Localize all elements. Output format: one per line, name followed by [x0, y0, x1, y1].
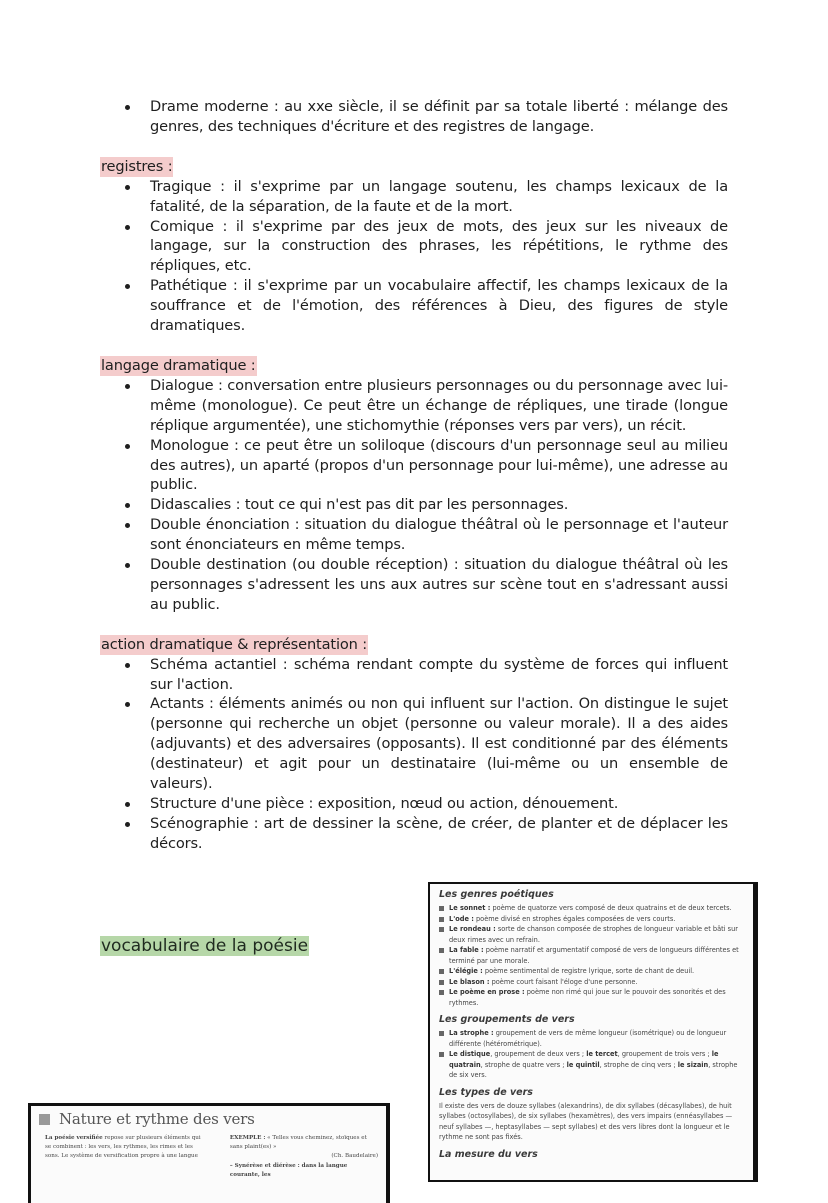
list-item [439, 1028, 745, 1049]
term: Le poème en prose : [449, 988, 525, 996]
list-item: Comique : il s'exprime par des jeux de mots, des jeux sur les niveaux de langage, sur la construction des phrases, les répétitions, le rythme des répliques, etc. [150, 217, 728, 275]
list-item: Actants : éléments animés ou non qui influent sur l'action. On distingue le sujet (personne qui recherche un objet (personne ou valeur morale). Il a des aides (adjuvants) et des adversaires (opposants). Il est conditionné par des éléments (destinateur) et agit pour un destinataire (lui-même ou un ensemble de valeurs). [150, 695, 728, 793]
definition: , groupement de trois vers ; [617, 1050, 712, 1058]
definition: sorte de chanson composée de strophes de longueur variable et bâti sur deux rimes avec un refrain. [449, 925, 738, 944]
list-item: Scénographie : art de dessiner la scène, de créer, de planter et de déplacer les décors. [150, 814, 728, 852]
definition: poème court faisant l'éloge d'une personne. [489, 977, 638, 986]
list-item: Monologue : ce peut être un soliloque (discours d'un personnage seul au milieu des autres), un aparté (propos d'un personnage pour lui-même), une adresse au public. [150, 436, 728, 494]
list-item: Structure d'une pièce : exposition, nœud ou action, dénouement. [150, 794, 728, 814]
term: Le blason : [449, 977, 490, 986]
excerpt-right-column [230, 1134, 378, 1180]
definition: poème narratif et argumentatif composé de vers de longueurs différentes et terminé par une morale. [449, 946, 739, 965]
list-item: Pathétique : il s'exprime par un vocabulaire affectif, les champs lexicaux de la souffrance et de l'émotion, des références à Dieu, des figures de style dramatiques. [150, 277, 728, 335]
list-item [439, 977, 745, 988]
definition: , groupement de deux vers ; [490, 1050, 587, 1058]
definition: , strophe de cinq vers ; [599, 1060, 678, 1069]
groupements-list [439, 1028, 745, 1081]
section-action-dramatique [100, 635, 728, 854]
excerpt-left-column [45, 1134, 208, 1180]
list-item: Double destination (ou double réception) : situation du dialogue théâtral où les personnages s'adressent les uns aux autres sur scène tout en s'adressant aussi au public. [150, 556, 728, 613]
excerpt-columns [31, 1128, 386, 1180]
section-heading: registres : [101, 157, 173, 175]
intro-section [100, 97, 728, 137]
term: L'élégie : [449, 967, 483, 975]
next-line: – Synérèse et diérèse : dans la langue courante, les [229, 1162, 348, 1178]
excerpt-heading: Les groupements de vers [439, 1014, 575, 1025]
list-item: Dialogue : conversation entre plusieurs personnages ou du personnage avec lui-même (monologue). Ce peut être un échange de répliques, une tirade (longue réplique argumentée), une stichomythie (réponses vers par vers), un récit. [150, 376, 728, 434]
definition: groupement de vers de même longueur (isométrique) ou de longueur différente (hétérométrique). [449, 1029, 727, 1048]
term: le quatrain [449, 1050, 719, 1069]
langage-list [100, 376, 728, 615]
definition: poème de quatorze vers composé de deux quatrains et de deux tercets. [490, 904, 732, 912]
list-item: Didascalies : tout ce qui n'est pas dit par les personnages. [150, 495, 728, 515]
term: La poésie versifiée [45, 1135, 103, 1141]
list-item [439, 903, 745, 914]
list-item: Schéma actantiel : schéma rendant compte du système de forces qui influent sur l'action. [150, 655, 728, 693]
list-item: Tragique : il s'exprime par un langage soutenu, les champs lexicaux de la fatalité, de la séparation, de la faute et de la mort. [150, 177, 728, 215]
term: Le distique [449, 1050, 491, 1058]
excerpt-paragraph: Il existe des vers de douze syllabes (alexandrins), de dix syllabes (décasyllabes), de huit syllabes (octosyllabes), de six syllabes (hexamètres), des vers impairs (ennéasyllabes — neuf syllabes —, heptasyllabes — sept syllabes) et des vers libres dont la longueur et le rythme ne sont pas fixés. [439, 1101, 733, 1141]
term: L'ode : [449, 914, 474, 923]
scanned-excerpt-poetry-genres [428, 882, 758, 1182]
section-registres [100, 157, 728, 336]
paragraph: repose sur plusieurs éléments qui se combinent : les vers, les rythmes, les rimes et les sons. Le système de versification propre à une langue [45, 1135, 201, 1160]
poesie-heading: vocabulaire de la poésie [101, 936, 309, 956]
definition: poème divisé en strophes égales composées de vers courts. [473, 914, 676, 923]
list-item [439, 924, 745, 945]
example-quote: « Tellеs vous cheminez, stoïques et sans plaint(es) » [229, 1135, 367, 1151]
definition: , strophe de quatre vers ; [480, 1060, 567, 1069]
action-list [100, 655, 728, 854]
term: Le rondeau : [449, 925, 496, 933]
intro-list [100, 97, 728, 137]
list-item [439, 987, 745, 1008]
example-label: EXEMPLE : [229, 1135, 266, 1141]
excerpt-heading: Les types de vers [439, 1086, 533, 1098]
example-author: (Ch. Baudelaire) [331, 1153, 378, 1160]
list-item: Double énonciation : situation du dialogue théâtral où le personnage et l'auteur sont énonciateurs en même temps. [150, 516, 728, 554]
list-item [439, 1049, 745, 1081]
scanned-excerpt-versification [28, 1103, 390, 1203]
course-notes [100, 97, 728, 874]
square-bullet-icon [39, 1114, 50, 1125]
definition: , strophe de six vers. [449, 1060, 738, 1079]
list-item: Drame moderne : au xxe siècle, il se définit par sa totale liberté : mélange des genres, des techniques d'écriture et des registres de langage. [150, 98, 728, 135]
term: La fable : [449, 946, 484, 954]
excerpt-title-row [31, 1106, 386, 1128]
registres-list [100, 177, 728, 336]
definition: poème non rimé qui joue sur le pouvoir des sonorités et des rythmes. [449, 988, 726, 1007]
section-heading: langage dramatique : [101, 356, 256, 374]
list-item [439, 945, 745, 966]
term: La strophe : [449, 1029, 494, 1037]
section-heading: action dramatique & représentation : [101, 635, 368, 653]
list-item [439, 966, 745, 977]
genres-list [439, 903, 745, 1008]
excerpt-heading: Les genres poétiques [439, 889, 554, 900]
section-langage-dramatique [100, 356, 728, 615]
term: le tercet [586, 1050, 618, 1058]
term: Le sonnet : [449, 904, 491, 912]
term: le sizain [677, 1060, 709, 1069]
excerpt-heading: La mesure du vers [439, 1148, 538, 1160]
list-item [439, 914, 745, 925]
definition: poème sentimental de registre lyrique, sorte de chant de deuil. [482, 967, 695, 975]
term: le quintil [566, 1060, 600, 1069]
excerpt-title: Nature et rythme des vers [59, 1110, 255, 1128]
